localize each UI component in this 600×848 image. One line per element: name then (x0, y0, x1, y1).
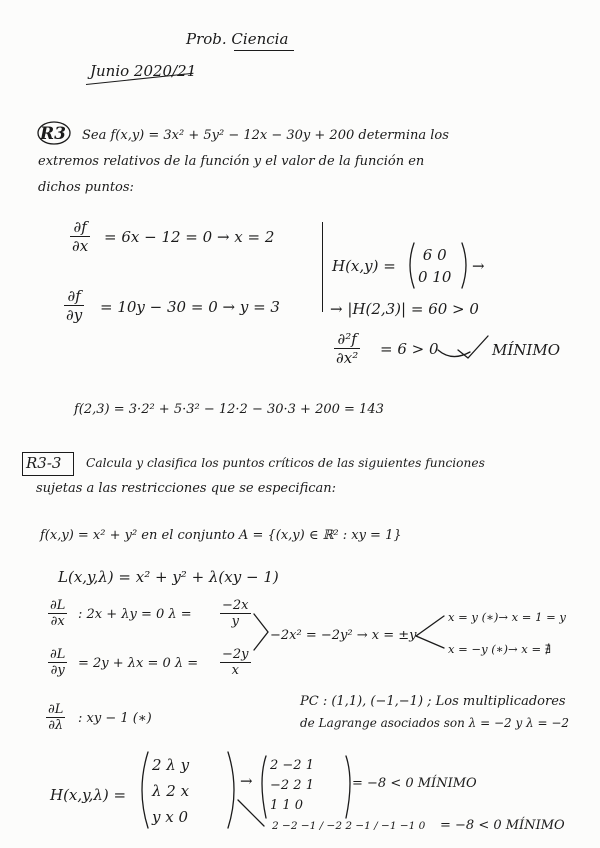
evaluated-hessian-1-left-paren (262, 756, 266, 818)
dLdlambda-denominator: ∂λ (48, 718, 64, 733)
problem2-statement-line2: sujetas a las restricciones que se especifican: (36, 481, 337, 496)
combine-step: −2x² = −2y² → x = ±y (270, 628, 417, 643)
lambda1-denominator: y (231, 614, 239, 629)
evaluated-hessian-1-row3: 1 1 0 (270, 798, 304, 813)
problem1-statement-line1: Sea f(x,y) = 3x² + 5y² − 12x − 30y + 200 determina los (82, 128, 449, 143)
problem1-statement-line3: dichos puntos: (38, 180, 134, 195)
dLdx-numerator: ∂L (50, 598, 66, 613)
problem2-label: R3-3 (26, 454, 62, 472)
page-subtitle: Junio 2020/21 (90, 62, 197, 80)
evaluated-hessian-1-right-paren (346, 756, 350, 818)
lambda1-numerator: −2x (222, 598, 249, 613)
bordered-hessian-left-paren (142, 752, 148, 828)
bordered-hessian-row2: λ 2 x (152, 782, 190, 800)
dLdy-denominator: ∂y (50, 663, 65, 678)
second-derivative-numerator: ∂²f (334, 330, 360, 349)
branch-down-arrow (416, 636, 444, 648)
dLdlambda-numerator: ∂L (48, 702, 64, 717)
hessian-row2: 0 10 (418, 268, 452, 286)
combine-arrow-icon (254, 614, 268, 650)
case-x-equals-minus-y: x = −y (∗)→ x = ∄ (448, 642, 551, 656)
bordered-hessian-right-paren (228, 752, 234, 828)
hessian-row1: 6 0 (422, 246, 447, 264)
dfdx-numerator: ∂f (70, 218, 90, 237)
hessian-lhs: H(x,y) = (332, 257, 396, 275)
evaluated-hessian-1-result: = −8 < 0 MÍNIMO (352, 776, 477, 791)
problem2-function: f(x,y) = x² + y² en el conjunto A = {(x,y) ∈ ℝ² : xy = 1} (40, 528, 402, 543)
lambda2-denominator: x (231, 663, 239, 678)
evaluated-hessian-1-row2: −2 2 1 (270, 778, 314, 793)
dLdy-equation: = 2y + λx = 0 λ = (78, 656, 199, 671)
problem2-statement-line1: Calcula y clasifica los puntos críticos de las siguientes funciones (86, 456, 485, 470)
bordered-hessian-lhs: H(x,y,λ) = (50, 786, 127, 804)
evaluated-hessian-2: 2 −2 −1 / −2 2 −1 / −1 −1 0 (272, 820, 426, 832)
evaluated-hessian-2-result: = −8 < 0 MÍNIMO (440, 818, 565, 833)
dfdy-equation: = 10y − 30 = 0 → y = 3 (100, 298, 280, 316)
dLdy-numerator: ∂L (50, 647, 66, 662)
dfdx-equation: = 6x − 12 = 0 → x = 2 (104, 228, 275, 246)
second-derivative-denominator: ∂x² (336, 349, 359, 367)
problem1-label-circle (38, 122, 70, 144)
minimum-label-1: MÍNIMO (492, 341, 560, 359)
dfdy-numerator: ∂f (64, 287, 84, 306)
bordered-hessian-row1: 2 λ y (152, 756, 190, 774)
page-title: Prob. Ciencia (186, 30, 289, 48)
function-value-line: f(2,3) = 3·2² + 5·3² − 12·2 − 30·3 + 200 = 143 (74, 402, 384, 417)
second-derivative-eq: = 6 > 0 (380, 340, 439, 358)
dLdx-equation: : 2x + λy = 0 λ = (78, 607, 192, 622)
hessian-left-paren (410, 243, 414, 288)
evaluated-hessian-1-row1: 2 −2 1 (270, 758, 314, 773)
bordered-hessian-row3: y x 0 (152, 808, 189, 826)
second-eval-arrow (238, 800, 264, 826)
problem1-label: R3 (40, 124, 66, 144)
lagrange-multipliers: de Lagrange asociados son λ = −2 y λ = −2 (300, 716, 570, 730)
critical-points: PC : (1,1), (−1,−1) ; Los multiplicadores (300, 694, 566, 709)
evaluation-arrow: → (240, 772, 253, 790)
dLdx-denominator: ∂x (50, 614, 65, 629)
dLdlambda-equation: : xy − 1 (∗) (78, 711, 152, 726)
hessian-right-paren (462, 243, 466, 288)
case-x-equals-y: x = y (∗)→ x = 1 = y (448, 610, 566, 624)
branch-up-arrow (416, 616, 444, 636)
lagrangian: L(x,y,λ) = x² + y² + λ(xy − 1) (58, 568, 279, 586)
hessian-determinant: → |H(2,3)| = 60 > 0 (330, 300, 479, 318)
dfdy-denominator: ∂y (66, 306, 83, 324)
lambda2-numerator: −2y (222, 647, 249, 662)
dfdx-denominator: ∂x (72, 237, 89, 255)
hessian-arrow: → (472, 257, 485, 275)
problem1-statement-line2: extremos relativos de la función y el valor de la función en (38, 154, 425, 169)
